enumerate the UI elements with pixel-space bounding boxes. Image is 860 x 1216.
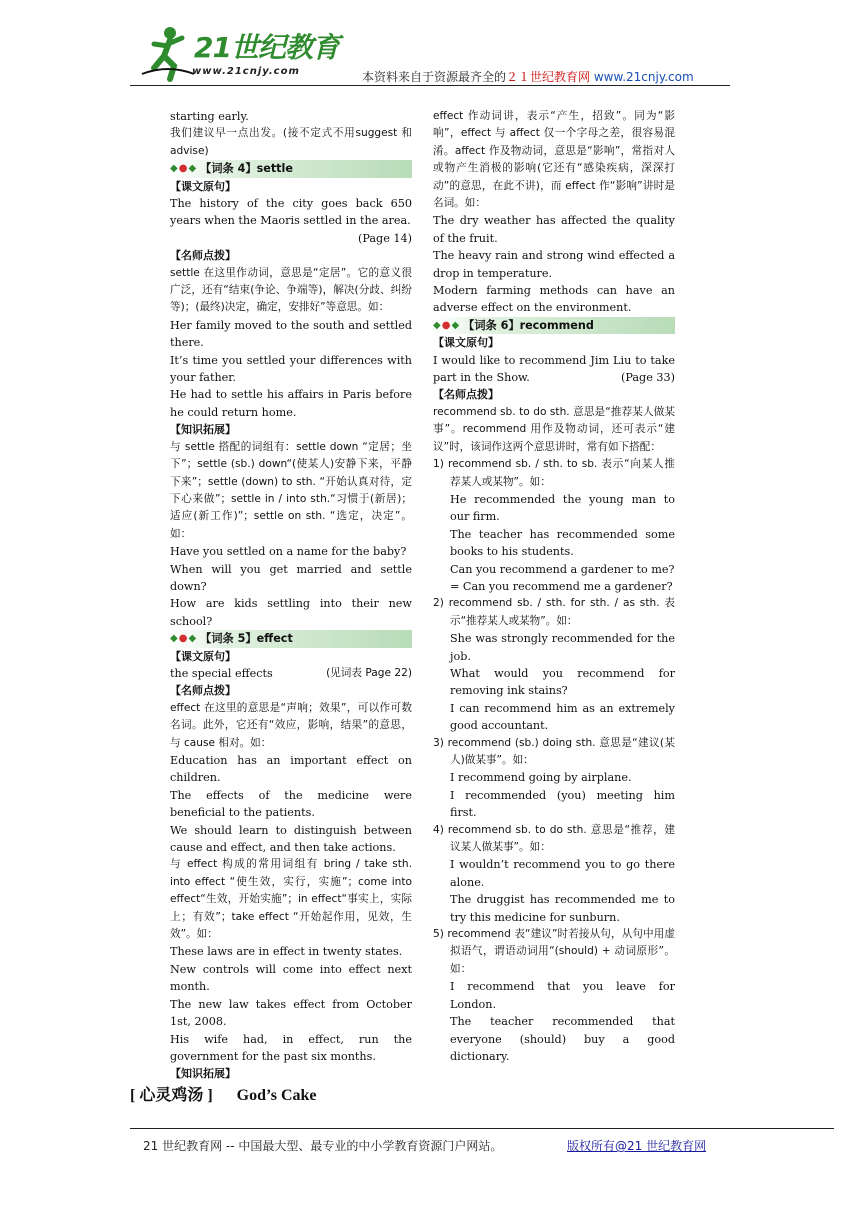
text-line: 我们建议早一点出发。(接不定式不用suggest 和 advise) bbox=[170, 127, 412, 157]
entry-title: 【词条 4】settle bbox=[200, 162, 293, 176]
section-label: 【名师点拨】 bbox=[170, 684, 236, 698]
section-label: 【课文原句】 bbox=[170, 179, 236, 193]
example-sentence: We should learn to distinguish between cause and effect, and then take actions. bbox=[170, 823, 412, 855]
example-sentence: I recommended (you) meeting him first. bbox=[450, 788, 675, 820]
numbered-item: 5) recommend 表“建议”时若接从句，从句中用虚拟语气，谓语动词用“(should) + 动词原形”。如： bbox=[433, 928, 675, 975]
explanation-text: recommend sb. to do sth. 意思是“推荐某人做某事”。recommend 用作及物动词，还可表示“建议”时，该词作这两个意思讲时，常有如下搭配： bbox=[433, 405, 675, 453]
example-sentence: How are kids settling into their new school? bbox=[170, 597, 412, 628]
example-sentence: The druggist has recommended me to try this medicine for sunburn. bbox=[450, 893, 675, 924]
explanation-text: 与 effect 构成的常用词组有 bring / take sth. into effect “使生效，实行，实施”；come into effect“生效，开始实施”；in effect“事实上，实际上；有效”；take effect “开始起作用，见效，生效”。如： bbox=[170, 858, 412, 941]
example-sentence: The new law takes effect from October 1st, 2008. bbox=[170, 997, 412, 1029]
section-label: 【知识拓展】 bbox=[170, 1067, 236, 1081]
explanation-text: effect 在这里的意思是“声响；效果”，可以作可数名词。此外，它还有“效应，影响，结果”的意思，与 cause 相对。如： bbox=[170, 701, 412, 749]
numbered-item: 4) recommend sb. to do sth. 意思是“推荐，建议某人做某事”。如： bbox=[433, 823, 675, 854]
page-footer bbox=[143, 1137, 707, 1154]
example-sentence: Can you recommend a gardener to me? bbox=[450, 562, 675, 576]
entry-heading-effect bbox=[170, 630, 412, 647]
example-sentence: I recommend that you leave for London. bbox=[450, 980, 675, 1011]
explanation-text: 与 settle 搭配的词组有：settle down “定居；坐下”；settle (sb.) down“(使某人)安静下来，平静下来”；settle (down) to sth. “开始认真对待，定下心来做”；settle in / into sth.“习惯于(新居)；适应(新工作)”；settle on sth. “选定，决定”。如： bbox=[170, 440, 412, 540]
example-sentence: He recommended the young man to our firm. bbox=[450, 492, 675, 524]
header-note-site[interactable]: ２１世纪教育网 bbox=[506, 70, 591, 84]
page-header bbox=[130, 22, 730, 86]
diamond-dots-icon: ◆●◆ bbox=[170, 163, 198, 175]
example-sentence: The teacher recommended that everyone (should) buy a good dictionary. bbox=[450, 1015, 675, 1063]
explanation-text: settle 在这里作动词，意思是“定居”。它的意义很广泛，还有“结束(争论、争端等)，解决(分歧、纠纷等)；(最终)决定，确定，安排好”等意思。如： bbox=[170, 266, 412, 314]
entry-title: 【词条 5】effect bbox=[200, 632, 293, 646]
quote-line bbox=[170, 665, 412, 682]
logo-url: www.21cnjy.com bbox=[192, 66, 300, 77]
header-note-prefix: 本资料来自于资源最齐全的 bbox=[362, 70, 507, 84]
example-sentence: It’s time you settled your differences with your father. bbox=[170, 353, 412, 385]
header-divider bbox=[130, 85, 730, 86]
page-ref: (Page 14) bbox=[358, 231, 412, 245]
example-sentence: Her family moved to the south and settled there. bbox=[170, 318, 412, 350]
example-sentence: Have you settled on a name for the baby? bbox=[170, 545, 407, 559]
example-sentence: The heavy rain and strong wind effected a drop in temperature. bbox=[433, 249, 675, 280]
example-sentence: The teacher has recommended some books to his students. bbox=[450, 527, 675, 559]
text-line: starting early. bbox=[170, 110, 249, 123]
example-sentence: His wife had, in effect, run the government for the past six months. bbox=[170, 1032, 412, 1063]
explanation-text: effect 作动词讲，表示“产生，招致”。同为“影响”，effect 与 affect 仅一个字母之差，很容易混淆。affect 作及物动词，意思是“影响”，常指对人或物产生消极的影响(它还有“感染疾病，深深打动”的意思，在此不讲)，而 effect 作“影响”讲时是名词。如： bbox=[433, 110, 675, 210]
left-column bbox=[170, 108, 412, 1083]
section-heading-soup bbox=[130, 1082, 317, 1105]
quote-text bbox=[433, 352, 675, 387]
soup-label: [ 心灵鸡汤 ] bbox=[130, 1087, 213, 1104]
quote-text: I would like to recommend Jim Liu to take part in the Show. bbox=[433, 353, 675, 385]
entry-heading-settle bbox=[170, 160, 412, 177]
section-label: 【课文原句】 bbox=[170, 649, 236, 663]
header-note bbox=[362, 68, 694, 85]
example-sentence: Modern farming methods can have an adverse effect on the environment. bbox=[433, 284, 675, 315]
quote-text: The history of the city goes back 650 years when the Maoris settled in the area. bbox=[170, 197, 412, 228]
example-sentence: Education has an important effect on children. bbox=[170, 754, 412, 785]
section-label: 【知识拓展】 bbox=[170, 423, 236, 437]
example-sentence: I wouldn’t recommend you to go there alone. bbox=[450, 858, 675, 889]
section-label: 【名师点拨】 bbox=[433, 388, 499, 402]
diamond-dots-icon: ◆●◆ bbox=[170, 633, 198, 645]
numbered-item: 2) recommend sb. / sth. for sth. / as sth. 表示“推荐某人或某物”。如： bbox=[433, 597, 675, 627]
example-sentence: = Can you recommend me a gardener? bbox=[450, 579, 673, 593]
example-sentence: These laws are in effect in twenty states. bbox=[170, 945, 403, 959]
page-ref: (Page 33) bbox=[621, 371, 675, 385]
example-sentence: What would you recommend for removing ink stains? bbox=[450, 666, 675, 698]
section-label: 【名师点拨】 bbox=[170, 249, 236, 263]
example-sentence: I can recommend him as an extremely good accountant. bbox=[450, 701, 675, 733]
running-figure-icon bbox=[140, 24, 196, 82]
soup-title: God’s Cake bbox=[236, 1087, 317, 1104]
logo-text: 21世纪教育 bbox=[194, 31, 339, 64]
example-sentence: The dry weather has affected the quality of the fruit. bbox=[433, 214, 675, 245]
entry-heading-recommend bbox=[433, 317, 675, 334]
example-sentence: New controls will come into effect next month. bbox=[170, 962, 412, 994]
header-note-url[interactable]: www.21cnjy.com bbox=[593, 70, 694, 84]
numbered-item: 3) recommend (sb.) doing sth. 意思是“建议(某人)做某事”。如： bbox=[433, 736, 675, 767]
entry-title: 【词条 6】recommend bbox=[463, 318, 594, 332]
example-sentence: The effects of the medicine were beneficial to the patients. bbox=[170, 788, 412, 820]
footer-text: 21 世纪教育网 -- 中国最大型、最专业的中小学教育资源门户网站。 bbox=[143, 1139, 503, 1153]
example-sentence: She was strongly recommended for the job. bbox=[450, 632, 675, 663]
quote-text: the special effects bbox=[170, 666, 273, 680]
example-sentence: I recommend going by airplane. bbox=[450, 771, 632, 785]
diamond-dots-icon: ◆●◆ bbox=[433, 319, 461, 331]
example-sentence: He had to settle his affairs in Paris before he could return home. bbox=[170, 388, 412, 419]
example-sentence: When will you get married and settle down? bbox=[170, 562, 412, 593]
right-column bbox=[433, 108, 675, 1065]
numbered-item: 1) recommend sb. / sth. to sb. 表示“向某人推荐某人或某物”。如： bbox=[433, 458, 675, 488]
page-ref: (见词表 Page 22) bbox=[326, 666, 412, 679]
copyright-link[interactable]: 版权所有@21 世纪教育网 bbox=[567, 1139, 707, 1153]
section-label: 【课文原句】 bbox=[433, 336, 499, 350]
footer-divider bbox=[130, 1128, 834, 1129]
